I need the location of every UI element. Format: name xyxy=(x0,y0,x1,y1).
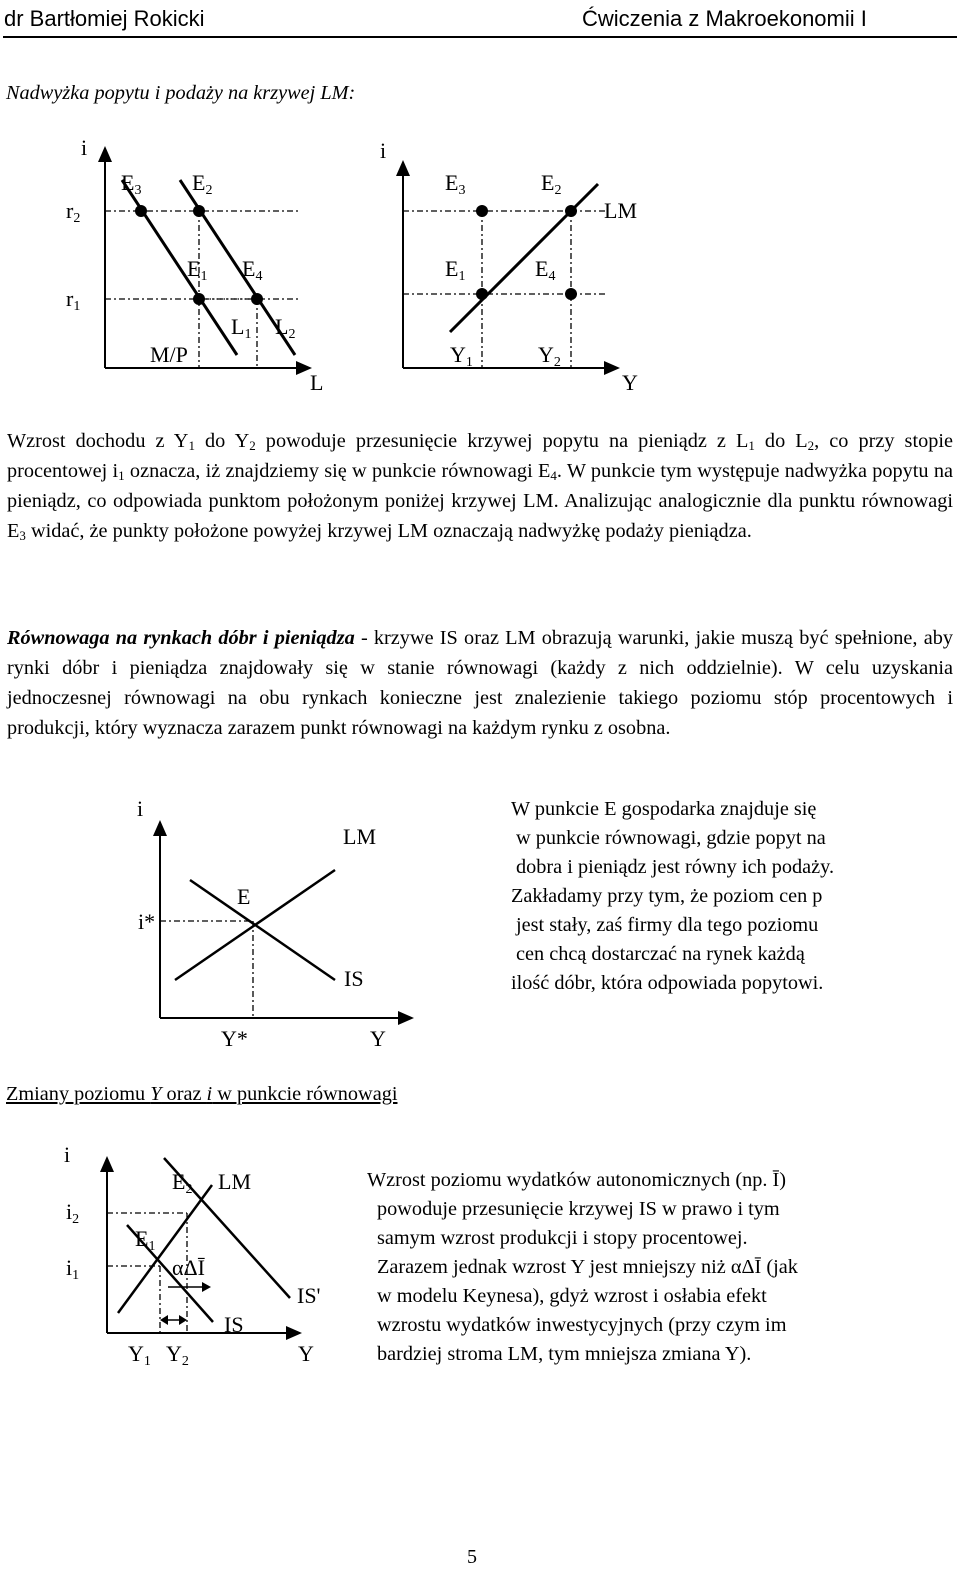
fig2-y-axis-label: i xyxy=(137,796,144,821)
shift-arrow-icon xyxy=(168,1282,211,1292)
label-E2-right: $E_2$ xyxy=(541,170,562,198)
fig2-side-line: dobra i pieniądz jest równy ich podaży. xyxy=(516,856,835,878)
fig3-label-ISprime: IS' xyxy=(297,1283,321,1308)
fig3-label-LM: LM xyxy=(218,1169,251,1194)
fig3-x-axis-label: Y xyxy=(298,1341,314,1366)
label-LM-right: LM xyxy=(604,198,637,223)
fig2-label-IS: IS xyxy=(344,966,364,991)
left-y-axis-label: i xyxy=(81,135,88,160)
label-E4-right: $E_4$ xyxy=(535,256,556,284)
fig2-side-line: Zakładamy przy tym, że poziom cen p xyxy=(511,885,823,907)
fig3-label-i2: $i_2$ xyxy=(66,1199,80,1227)
point-E1-left xyxy=(193,293,205,305)
right-chart-axes xyxy=(396,160,620,375)
fig3-side-line: samym wzrost produkcji i stopy procentowej. xyxy=(377,1227,748,1249)
fig3-label-E1: $E_1$ xyxy=(135,1226,156,1254)
fig3-label-Y2: $Y_2$ xyxy=(166,1341,189,1369)
fig2-label-istar: i* xyxy=(138,909,156,934)
label-E4-left: $E_4$ xyxy=(242,256,263,284)
label-E3-right: $E_3$ xyxy=(445,170,466,198)
point-E4-right xyxy=(565,288,577,300)
curve-IS-fig2 xyxy=(190,880,335,980)
right-x-axis-label: Y xyxy=(622,370,638,395)
page-number: 5 xyxy=(467,1546,477,1568)
section3-title: Zmiany poziomu Y oraz i w punkcie równowagi xyxy=(6,1083,398,1105)
fig3-side-line: powoduje przesunięcie krzywej IS w prawo i tym xyxy=(377,1198,780,1220)
equilibrium-lead: Równowaga na rynkach dóbr i pieniądza xyxy=(7,627,355,649)
fig3-axes xyxy=(100,1156,302,1340)
fig2-side-line: w punkcie równowagi, gdzie popyt na xyxy=(516,827,826,849)
fig2-side-line: cen chcą dostarczać na rynek każdą xyxy=(516,943,805,965)
fig2-side-line: W punkcie E gospodarka znajduje się xyxy=(511,798,817,820)
fig3-side-line: Zarazem jednak wzrost Y jest mniejszy niż αΔĪ (jak xyxy=(377,1256,798,1278)
curve-LM-fig3 xyxy=(118,1185,212,1313)
label-mp: M/P xyxy=(150,342,188,367)
fig2-label-E: E xyxy=(237,884,251,909)
point-E1-right xyxy=(476,288,488,300)
fig2-side-line: jest stały, zaś firmy dla tego poziomu xyxy=(516,914,819,936)
paragraph-lm-explanation: Wzrost dochodu z $Y_1$ do $Y_2$ powoduje przesunięcie krzywej popytu na pieniądz z $L_1$ do $L_2$, co przy stopie procentowej $i_1$ oznacza, iż znajdziemy się w punkcie równowagi $E_4$. W punkcie tym występuje nadwyżka popytu na pieniądz, co odpowiada punktom położonym poniżej krzywej LM. Analizując analogicznie dla punktu równowagi $E_3$ widać, że punkty położone powyżej krzywej LM oznaczają nadwyżkę podaży pieniądza. xyxy=(7,430,953,543)
header-course: Ćwiczenia z Makroekonomii I xyxy=(582,6,867,31)
header-author: dr Bartłomiej Rokicki xyxy=(4,6,205,31)
label-E3-left: $E_3$ xyxy=(121,170,142,198)
fig2-x-axis-label: Y xyxy=(370,1026,386,1051)
label-E1-right: $E_1$ xyxy=(445,256,466,284)
equilibrium-text: - krzywe IS oraz LM obrazują warunki, jakie muszą być spełnione, aby rynki dóbr i pieniądza znajdowały się w stanie równowagi (każdy z nich oddzielnie). W celu uzyskania jednoczesnej równowagi na obu rynkach konieczne jest znalezienie takiego poziomu stóp procentowych i produkcji, który wyznacza zarazem punkt równowagi na każdym rynku z osobna. xyxy=(7,627,953,739)
fig3-side-line: Wzrost poziomu wydatków autonomicznych (np. Ī) xyxy=(367,1169,787,1191)
y-change-arrow-icon xyxy=(160,1315,187,1325)
fig3-label-i1: $i_1$ xyxy=(66,1255,80,1283)
label-Y2: $Y_2$ xyxy=(538,342,561,370)
fig2-label-ystar: Y* xyxy=(221,1026,248,1051)
point-E2-right xyxy=(565,205,577,217)
fig3-label-E2: $E_2$ xyxy=(172,1169,193,1197)
label-L2: $L_2$ xyxy=(275,314,296,342)
point-E2-left xyxy=(193,205,205,217)
label-E2-left: $E_2$ xyxy=(192,170,213,198)
fig3-label-alpha: αΔĪ xyxy=(172,1255,205,1280)
paragraph-equilibrium xyxy=(7,623,953,743)
label-r2: $r_2$ xyxy=(66,198,81,226)
left-chart-guides xyxy=(105,211,300,368)
point-E4-left xyxy=(251,293,263,305)
fig3-label-IS: IS xyxy=(224,1312,244,1337)
label-Y1: $Y_1$ xyxy=(450,342,473,370)
fig3-side-line: bardziej stroma LM, tym mniejsza zmiana Y). xyxy=(377,1343,752,1365)
point-E3-right xyxy=(476,205,488,217)
right-y-axis-label: i xyxy=(380,138,387,163)
fig2-axes xyxy=(153,820,414,1025)
fig3-label-Y1: $Y_1$ xyxy=(128,1341,151,1369)
label-L1: $L_1$ xyxy=(231,314,252,342)
label-E1-left: $E_1$ xyxy=(187,256,208,284)
fig3-side-line: w modelu Keynesa), gdyż wzrost i osłabia efekt xyxy=(377,1285,767,1307)
left-x-axis-label: L xyxy=(310,370,324,395)
fig3-side-line: wzrostu wydatków inwestycyjnych (przy czym im xyxy=(377,1314,787,1336)
fig3-y-axis-label: i xyxy=(64,1142,71,1167)
section1-title: Nadwyżka popytu i podaży na krzywej LM: xyxy=(6,82,356,104)
fig2-side-line: ilość dóbr, która odpowiada popytowi. xyxy=(511,972,824,994)
curve-LM-right xyxy=(450,184,598,332)
point-E3-left xyxy=(135,205,147,217)
label-r1: $r_1$ xyxy=(66,286,81,314)
fig2-label-LM: LM xyxy=(343,824,376,849)
